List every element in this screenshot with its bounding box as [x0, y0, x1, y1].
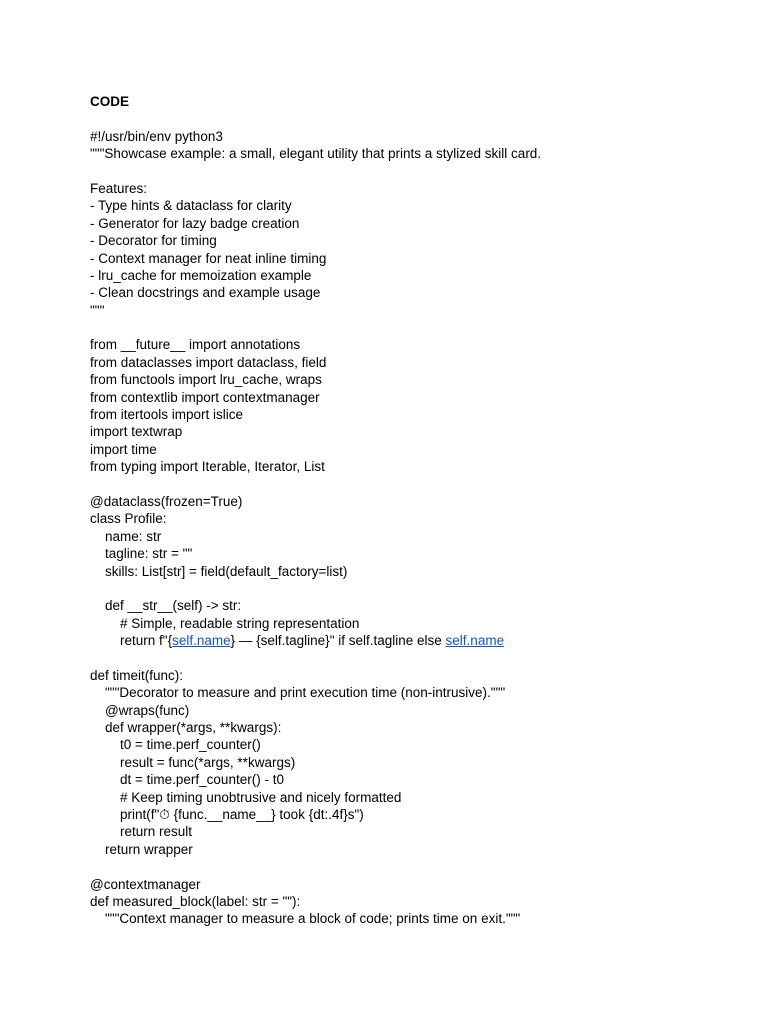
code-line: # Keep timing unobtrusive and nicely formatted [90, 789, 402, 805]
blank-line [90, 319, 728, 336]
self-name-link-2[interactable]: self.name [445, 633, 505, 649]
code-line: return result [90, 824, 193, 840]
code-text: } — {self.tagline}" if self.tagline else [230, 633, 446, 649]
code-line-return-str [90, 632, 728, 649]
code-line: - Clean docstrings and example usage [90, 285, 321, 301]
code-line: from contextlib import contextmanager [90, 389, 320, 405]
code-line: def timeit(func): [90, 667, 184, 683]
code-block [90, 128, 728, 928]
blank-line [90, 650, 728, 667]
blank-line [90, 476, 728, 493]
code-line: from typing import Iterable, Iterator, List [90, 459, 325, 475]
document-title: CODE [90, 94, 130, 109]
blank-line [90, 163, 728, 180]
code-line: import time [90, 441, 157, 457]
document-page [90, 93, 728, 928]
code-line: - Generator for lazy badge creation [90, 215, 300, 231]
code-line: @contextmanager [90, 876, 201, 892]
code-line: @wraps(func) [90, 702, 190, 718]
code-line: """ [90, 302, 105, 318]
code-line: t0 = time.perf_counter() [90, 737, 261, 753]
code-line: def measured_block(label: str = ""): [90, 893, 301, 909]
code-line: - Decorator for timing [90, 233, 217, 249]
code-line: class Profile: [90, 511, 167, 527]
code-indent [90, 633, 120, 648]
code-line: from dataclasses import dataclass, field [90, 354, 327, 370]
code-line: def __str__(self) -> str: [90, 598, 242, 614]
code-line: skills: List[str] = field(default_factory=list) [90, 563, 348, 579]
code-line: result = func(*args, **kwargs) [90, 754, 296, 770]
code-line: - Type hints & dataclass for clarity [90, 198, 292, 214]
code-line: @dataclass(frozen=True) [90, 493, 243, 509]
blank-line [90, 580, 728, 597]
self-name-link-1[interactable]: self.name [172, 633, 231, 649]
code-line: dt = time.perf_counter() - t0 [90, 772, 284, 788]
blank-line [90, 858, 728, 875]
code-line: from __future__ import annotations [90, 337, 301, 353]
code-line: """Showcase example: a small, elegant utility that prints a stylized skill card. [90, 146, 542, 162]
code-line: import textwrap [90, 424, 183, 440]
code-line: return wrapper [90, 841, 193, 857]
code-line: from itertools import islice [90, 407, 244, 423]
code-line: def wrapper(*args, **kwargs): [90, 720, 282, 736]
code-line: tagline: str = "" [90, 546, 193, 562]
code-line: """Decorator to measure and print execution time (non-intrusive).""" [90, 685, 506, 701]
code-line: from functools import lru_cache, wraps [90, 372, 322, 388]
code-line: Features: [90, 180, 148, 196]
code-line: """Context manager to measure a block of code; prints time on exit.""" [90, 911, 521, 927]
code-line: - Context manager for neat inline timing [90, 250, 327, 266]
code-line: # Simple, readable string representation [90, 615, 360, 631]
code-line: #!/usr/bin/env python3 [90, 128, 223, 144]
code-text: return f"{ [120, 633, 173, 649]
code-line: - lru_cache for memoization example [90, 267, 312, 283]
code-line: name: str [90, 528, 162, 544]
code-line: print(f"⏱ {func.__name__} took {dt:.4f}s") [90, 807, 364, 823]
